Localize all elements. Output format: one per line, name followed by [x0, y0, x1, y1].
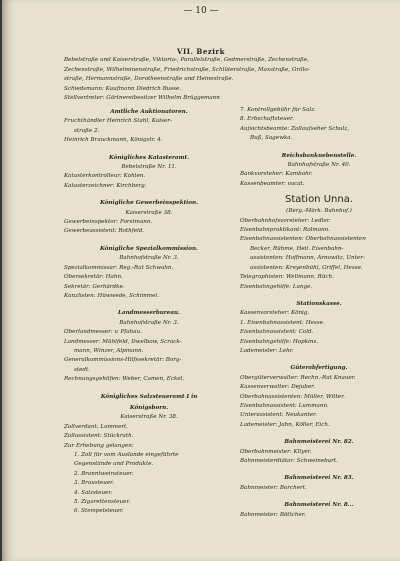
section-address: Bebelstraße Nr. 11.: [121, 164, 177, 171]
entry-line: Oberbahnhofsvorsteher: Ledler.: [240, 217, 331, 224]
section-heading: Königliche Spezialkommission.: [99, 245, 199, 252]
section-heading: Amtliche Auktionatoren.: [110, 109, 188, 115]
left-column: [64, 106, 234, 517]
entry-line: Spezialkommissar: Reg.-Rat Schwahn.: [64, 264, 174, 271]
entry-line: Kassenvorsteher: König.: [240, 310, 310, 317]
spacer: [64, 237, 234, 243]
entry-line: Gewerbeassistent: Rothfeld.: [64, 228, 145, 235]
entry-continuation: 4. Salzsteuer.: [74, 489, 113, 496]
book-page: [2, 0, 400, 561]
station-heading: Station Unna.: [284, 194, 354, 206]
entry-line: Generalkommissions-Hilfssekretär: Borg-: [64, 357, 182, 364]
entry-line: Telegraphisten: Wellmann, Rüch.: [240, 274, 334, 281]
right-column: [240, 106, 398, 520]
section-heading: Bahnmeisterei Nr. 8...: [284, 502, 354, 509]
entry-line: Zur Erhebung gelangen:: [64, 442, 134, 449]
section-address: Bahnhofstraße Nr. 3.: [119, 255, 179, 262]
entry-line: Sekretär: Gerhärdke.: [64, 283, 125, 290]
spacer: [240, 292, 398, 298]
district-streets-block: [64, 56, 392, 104]
entry-line: Aufsichtsbeamte: Zollaufseher Schulz,: [240, 125, 350, 132]
section-heading: Königliches Salzsteueramt I in: [100, 393, 198, 400]
entry-line: Zollverdant: Lammert.: [64, 423, 129, 430]
entry-continuation: 5. Zigarettensteuer.: [74, 499, 131, 506]
entry-continuation: assistenten: Kreyenbühl, Griffel, Hesse.: [250, 264, 363, 271]
entry-line: Kassenverwalter: Dejuber.: [240, 384, 315, 391]
entry-line: Kanzlisten: Hüwwede, Schimmel.: [64, 292, 159, 299]
entry-line: Obersekretär: Hahn.: [64, 274, 123, 281]
district-line: Stellvertreter: Gärtnereibesitzer Wilhelm Brüggemann: [64, 95, 220, 102]
entry-line: Lademeister: Jahn, Köller, Eich.: [240, 421, 330, 428]
entry-line: Heinrich Brauckmann, Königstr. 4.: [64, 137, 163, 144]
entry-line: 7. Kontrollgebühr für Salz.: [240, 107, 316, 113]
spacer: [240, 144, 398, 150]
spacer: [64, 385, 234, 391]
entry-continuation: Buß, Sagewka.: [250, 135, 293, 142]
entry-line: 8. Erbschaftsteuer.: [240, 116, 294, 123]
section-heading: Güterabfertigung.: [290, 365, 348, 372]
entry-continuation: straße 2.: [74, 127, 100, 134]
section-heading: Königsborn.: [129, 404, 169, 411]
entry-continuation: stedt.: [74, 366, 91, 373]
entry-line: Landmesser: Mühlfeld, Dwelbow, Scrack-: [64, 338, 182, 345]
entry-line: Zollassistent: Stückrath.: [64, 433, 134, 440]
section-address: Bahnhofstraße Nr. 40.: [287, 162, 351, 169]
spacer: [64, 301, 234, 307]
district-heading: VII. Bezirk: [177, 47, 225, 56]
spacer: [240, 493, 398, 499]
entry-continuation: Gegenstände und Produkte.: [74, 461, 154, 468]
entry-continuation: Becker, Rühme, Heil. Eisenbahn-: [250, 245, 344, 252]
section-address: Kaiserstraße 38.: [125, 209, 173, 216]
entry-line: Katasterkontrolleur: Kohlen.: [64, 173, 146, 180]
entry-line: Eisenbahnassistent: Cold.: [240, 329, 314, 336]
entry-line: Eisenbahnassistenten: Oberbahnassistenten: [240, 236, 366, 243]
entry-line: Eisenbahnpraktikant: Rolmann.: [240, 227, 331, 234]
entry-line: Rechnungsgehilfen: Weber, Camen, Eckel.: [64, 376, 185, 383]
entry-continuation: 2. Branntweinsteuer.: [74, 470, 134, 477]
entry-line: 1. Eisenbahnassistent: Hesse.: [240, 319, 325, 326]
entry-line: Lademeister: Lehr.: [240, 347, 294, 354]
entry-continuation: 3. Brausteuer.: [74, 480, 115, 487]
spacer: [240, 466, 398, 472]
entry-continuation: 1. Zoll für vom Auslande eingeführte: [74, 452, 179, 458]
entry-line: Kassenbeamter: vacat.: [240, 180, 305, 187]
entry-line: Oberbahnassistenten: Müller, Witter.: [240, 393, 345, 400]
entry-line: Bahnmeister: Böttcher.: [240, 511, 306, 518]
entry-line: Unterassistent: Neukanter.: [240, 412, 317, 419]
entry-continuation: assistenten: Hoffmann, Arnowitz, Unter-: [250, 255, 365, 262]
section-heading: Königliches Katasteramt.: [109, 154, 189, 161]
spacer: [64, 191, 234, 197]
section-heading: Reichsbanknebenstelle.: [281, 152, 357, 159]
section-address: Kaiserstraße Nr. 38.: [120, 414, 178, 421]
spacer: [240, 430, 398, 436]
section-heading: Stationskasse.: [296, 300, 342, 307]
entry-line: Oberbahnmeister: Kllyer.: [240, 448, 312, 455]
district-line: straße, Hermannstraße, Dorotheenstraße und Heinestraße.: [64, 76, 234, 83]
entry-line: Eisenbahngehilfe: Lange.: [240, 283, 313, 290]
section-heading: Landmesserbureau.: [118, 310, 180, 317]
entry-line: Bahnmeisterdiätar: Schweinebart.: [240, 458, 338, 464]
entry-continuation: mann, Winzer, Alpmann.: [74, 347, 144, 354]
spacer: [64, 146, 234, 152]
section-heading: Bahnmeisterei Nr. 82.: [284, 439, 354, 446]
section-address: Bahnhofstraße Nr. 3.: [119, 319, 179, 326]
entry-line: Eisenbahngehilfe: Hopkins.: [240, 338, 319, 345]
page-number: — 10 —: [183, 6, 219, 16]
section-heading: Königliche Gewerbeinspektion.: [99, 200, 199, 207]
section-address: (Berg.-Märk. Bahnhof.): [286, 208, 352, 215]
entry-line: Fruchthändler Heinrich Stahl, Kaiser-: [64, 118, 172, 125]
entry-line: Eisenbahnassistent: Lummann.: [240, 402, 329, 409]
entry-line: Bahnmeister: Borchert.: [240, 484, 307, 491]
district-line: Zechenstraße, Wilhelminenstraße, Friedrichstraße, Schlüterstraße, Maxstraße, Grillo-: [64, 66, 310, 73]
entry-continuation: 6. Stempelsteuer.: [74, 508, 124, 515]
entry-line: Gewerbeinspektor: Forstmann.: [64, 219, 153, 226]
spacer: [240, 356, 398, 362]
section-heading: Bahnmeisterei Nr. 83.: [284, 475, 354, 482]
entry-line: Oberlandmesser: v. Pfahau.: [64, 329, 143, 336]
district-line: Bebelstraße und Kaiserstraße, Viktoria-, Parallelstraße, Gedmerstraße, Zechenstraße,: [64, 57, 309, 63]
entry-line: Obergüterverwalter: Rechn.-Rat Knauer.: [240, 374, 356, 381]
district-line: Schiedsmann: Kaufmann Diedrich Busse.: [64, 85, 182, 92]
entry-line: Katasterzeichner: Kirchberg.: [64, 182, 147, 189]
entry-line: Bankvorsteher: Kambohr.: [240, 171, 313, 178]
